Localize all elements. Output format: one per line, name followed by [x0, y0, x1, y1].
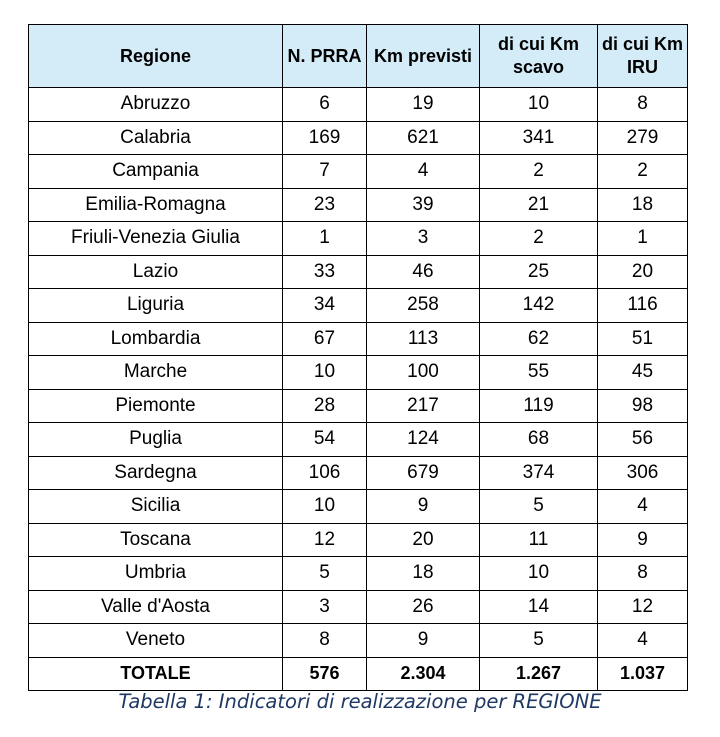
n-prra-cell: 28: [283, 389, 367, 423]
km-iru-cell: 98: [598, 389, 688, 423]
km-iru-cell: 2: [598, 155, 688, 189]
km-iru-cell: 306: [598, 456, 688, 490]
km-scavo-cell: 25: [480, 255, 598, 289]
region-cell: Veneto: [29, 624, 283, 658]
km-scavo-cell: 11: [480, 523, 598, 557]
table-row: [29, 289, 688, 323]
km-previsti-cell: 621: [367, 121, 480, 155]
km-previsti-cell: 19: [367, 88, 480, 122]
table-row: [29, 590, 688, 624]
km-iru-cell: 116: [598, 289, 688, 323]
km-scavo-cell: 119: [480, 389, 598, 423]
n-prra-cell: 10: [283, 356, 367, 390]
column-header-km-iru: di cui Km IRU: [598, 25, 688, 88]
region-cell: Toscana: [29, 523, 283, 557]
n-prra-cell: 7: [283, 155, 367, 189]
n-prra-cell: 10: [283, 490, 367, 524]
total-km-iru-cell: 1.037: [598, 657, 688, 690]
n-prra-cell: 67: [283, 322, 367, 356]
km-iru-cell: 4: [598, 490, 688, 524]
km-scavo-cell: 10: [480, 557, 598, 591]
km-iru-cell: 51: [598, 322, 688, 356]
km-iru-cell: 20: [598, 255, 688, 289]
region-cell: Lombardia: [29, 322, 283, 356]
km-iru-cell: 4: [598, 624, 688, 658]
km-scavo-cell: 2: [480, 222, 598, 256]
km-previsti-cell: 100: [367, 356, 480, 390]
km-previsti-cell: 124: [367, 423, 480, 457]
n-prra-cell: 6: [283, 88, 367, 122]
n-prra-cell: 169: [283, 121, 367, 155]
km-iru-cell: 18: [598, 188, 688, 222]
n-prra-cell: 23: [283, 188, 367, 222]
km-scavo-cell: 10: [480, 88, 598, 122]
table-row: [29, 523, 688, 557]
km-previsti-cell: 18: [367, 557, 480, 591]
n-prra-cell: 12: [283, 523, 367, 557]
column-header-n-prra: N. PRRA: [283, 25, 367, 88]
table-footer: [29, 657, 688, 690]
header-row: [29, 25, 688, 88]
n-prra-cell: 8: [283, 624, 367, 658]
table-row: [29, 423, 688, 457]
column-header-km-previsti: Km previsti: [367, 25, 480, 88]
km-previsti-cell: 39: [367, 188, 480, 222]
km-scavo-cell: 68: [480, 423, 598, 457]
region-cell: Valle d'Aosta: [29, 590, 283, 624]
region-cell: Piemonte: [29, 389, 283, 423]
km-scavo-cell: 2: [480, 155, 598, 189]
region-cell: Umbria: [29, 557, 283, 591]
n-prra-cell: 3: [283, 590, 367, 624]
table-row: [29, 188, 688, 222]
region-cell: Abruzzo: [29, 88, 283, 122]
table-row: [29, 557, 688, 591]
column-header-regione: Regione: [29, 25, 283, 88]
table-body: [29, 88, 688, 658]
km-scavo-cell: 55: [480, 356, 598, 390]
table-container: [28, 24, 688, 691]
km-iru-cell: 8: [598, 88, 688, 122]
km-iru-cell: 56: [598, 423, 688, 457]
km-previsti-cell: 9: [367, 624, 480, 658]
n-prra-cell: 106: [283, 456, 367, 490]
km-iru-cell: 8: [598, 557, 688, 591]
total-row: [29, 657, 688, 690]
km-previsti-cell: 4: [367, 155, 480, 189]
n-prra-cell: 34: [283, 289, 367, 323]
km-scavo-cell: 14: [480, 590, 598, 624]
region-cell: Friuli-Venezia Giulia: [29, 222, 283, 256]
n-prra-cell: 1: [283, 222, 367, 256]
region-cell: Puglia: [29, 423, 283, 457]
km-scavo-cell: 21: [480, 188, 598, 222]
table-row: [29, 88, 688, 122]
column-header-km-scavo: di cui Km scavo: [480, 25, 598, 88]
km-previsti-cell: 258: [367, 289, 480, 323]
km-previsti-cell: 217: [367, 389, 480, 423]
table-row: [29, 121, 688, 155]
total-km-scavo-cell: 1.267: [480, 657, 598, 690]
region-cell: Campania: [29, 155, 283, 189]
km-previsti-cell: 46: [367, 255, 480, 289]
km-iru-cell: 1: [598, 222, 688, 256]
km-previsti-cell: 113: [367, 322, 480, 356]
km-scavo-cell: 341: [480, 121, 598, 155]
n-prra-cell: 54: [283, 423, 367, 457]
table-row: [29, 356, 688, 390]
km-previsti-cell: 679: [367, 456, 480, 490]
region-cell: Sicilia: [29, 490, 283, 524]
table-header: [29, 25, 688, 88]
km-previsti-cell: 9: [367, 490, 480, 524]
km-scavo-cell: 5: [480, 624, 598, 658]
km-previsti-cell: 26: [367, 590, 480, 624]
table-row: [29, 456, 688, 490]
table-row: [29, 222, 688, 256]
table-row: [29, 389, 688, 423]
km-iru-cell: 12: [598, 590, 688, 624]
region-cell: Calabria: [29, 121, 283, 155]
table-row: [29, 255, 688, 289]
region-cell: Sardegna: [29, 456, 283, 490]
km-iru-cell: 9: [598, 523, 688, 557]
km-iru-cell: 45: [598, 356, 688, 390]
total-km-previsti-cell: 2.304: [367, 657, 480, 690]
region-cell: Liguria: [29, 289, 283, 323]
region-cell: Marche: [29, 356, 283, 390]
table-row: [29, 624, 688, 658]
km-previsti-cell: 3: [367, 222, 480, 256]
regional-indicators-table: [28, 24, 688, 691]
n-prra-cell: 33: [283, 255, 367, 289]
table-row: [29, 322, 688, 356]
km-scavo-cell: 5: [480, 490, 598, 524]
n-prra-cell: 5: [283, 557, 367, 591]
km-scavo-cell: 374: [480, 456, 598, 490]
km-scavo-cell: 142: [480, 289, 598, 323]
table-row: [29, 490, 688, 524]
total-n-prra-cell: 576: [283, 657, 367, 690]
km-scavo-cell: 62: [480, 322, 598, 356]
table-caption: Tabella 1: Indicatori di realizzazione per REGIONE: [118, 690, 602, 713]
region-cell: Lazio: [29, 255, 283, 289]
km-iru-cell: 279: [598, 121, 688, 155]
total-label-cell: TOTALE: [29, 657, 283, 690]
km-previsti-cell: 20: [367, 523, 480, 557]
region-cell: Emilia-Romagna: [29, 188, 283, 222]
table-row: [29, 155, 688, 189]
